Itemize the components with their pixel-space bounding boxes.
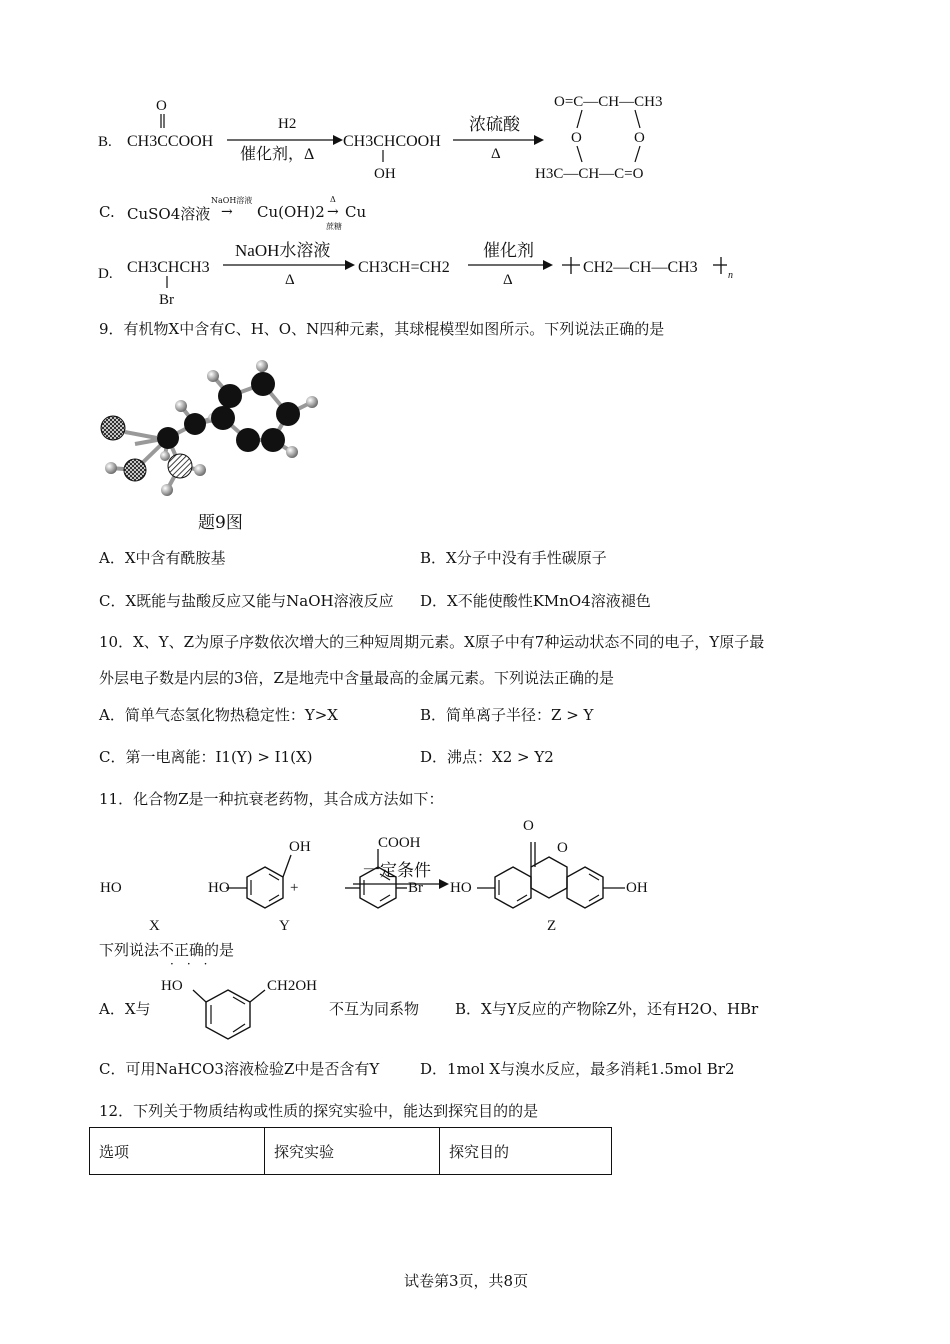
svg-text:O: O	[634, 130, 645, 146]
q11-option-a-pre: A．X与	[99, 1000, 151, 1018]
svg-text:OH: OH	[374, 166, 396, 182]
svg-text:HO: HO	[161, 978, 183, 994]
emphasis-dots: ···	[170, 957, 221, 971]
svg-text:Δ: Δ	[285, 272, 295, 288]
svg-text:COOH: COOH	[378, 835, 421, 851]
svg-text:D.: D.	[98, 266, 113, 282]
q11-stem: 11．化合物Z是一种抗衰老药物，其合成方法如下：	[99, 790, 444, 808]
svg-text:OH: OH	[289, 839, 311, 855]
svg-text:X: X	[149, 918, 160, 934]
q8-d-polymer: CH2—CH—CH3	[583, 259, 698, 276]
q8-b-product-top: O=C—CH—CH3	[554, 94, 663, 110]
svg-text:Δ: Δ	[503, 272, 513, 288]
q10-option-d: D．沸点：X2 > Y2	[420, 748, 554, 766]
svg-text:H2: H2	[278, 116, 297, 132]
q8-option-c: C. CuSO4溶液 NaOH溶液 → Cu(OH)2 Δ → 蔗糖 Cu	[99, 195, 367, 231]
table-row	[90, 1128, 612, 1175]
svg-text:催化剂: 催化剂	[483, 241, 534, 260]
q8-c-end: Cu	[345, 203, 367, 221]
q8-d-intermediate: CH3CH=CH2	[358, 259, 450, 276]
q8-c-mid: Cu(OH)2	[257, 203, 325, 221]
svg-text:Z: Z	[547, 918, 557, 934]
q8-b-product-bottom: H3C—CH—C=O	[535, 166, 644, 182]
q11-reaction-scheme	[95, 812, 695, 937]
q11-option-a-structure	[155, 970, 335, 1040]
q10-option-c: C．第一电离能：I1(Y) > I1(X)	[99, 748, 313, 766]
table-header-experiment: 探究实验	[265, 1128, 440, 1175]
q11-option-c: C．可用NaHCO3溶液检验Z中是否含有Y	[99, 1060, 380, 1078]
q12-stem: 12．下列关于物质结构或性质的探究实验中，能达到探究目的的是	[99, 1102, 539, 1120]
table-header-purpose: 探究目的	[440, 1128, 612, 1175]
q9-option-a: A．X中含有酰胺基	[99, 549, 226, 567]
q8-d-reactant: CH3CHCH3	[127, 259, 210, 276]
svg-text:O: O	[571, 130, 582, 146]
q9-figure-caption: 题9图	[198, 513, 243, 533]
q8-b-intermediate: CH3CHCOOH	[343, 133, 441, 150]
svg-text:Y: Y	[279, 918, 290, 934]
q8-b-label: B.	[98, 134, 112, 150]
svg-text:O: O	[523, 818, 534, 834]
q11-option-a-post: 不互为同系物	[329, 1000, 420, 1018]
q10-option-a: A．简单气态氢化物热稳定性：Y>X	[99, 706, 338, 724]
q9-option-d: D．X不能使酸性KMnO4溶液褪色	[420, 592, 651, 610]
q9-stem: 9．有机物X中含有C、H、O、N四种元素，其球棍模型如图所示。下列说法正确的是	[99, 320, 665, 338]
svg-text:Δ: Δ	[491, 146, 501, 162]
svg-text:O: O	[557, 840, 568, 856]
q10-stem-line1: 10．X、Y、Z为原子序数依次增大的三种短周期元素。X原子中有7种运动状态不同的电子，Y原子最	[99, 633, 765, 651]
q10-stem-line2: 外层电子数是内层的3倍，Z是地壳中含量最高的金属元素。下列说法正确的是	[99, 669, 614, 687]
q8-option-d	[95, 238, 755, 310]
q9-option-c: C．X既能与盐酸反应又能与NaOH溶液反应	[99, 592, 394, 610]
q9-option-b: B．X分子中没有手性碳原子	[420, 549, 607, 567]
svg-text:HO: HO	[450, 880, 472, 896]
q11-option-d: D．1mol X与溴水反应，最多消耗1.5mol Br2	[420, 1060, 735, 1078]
svg-text:O: O	[156, 98, 167, 114]
svg-text:Br: Br	[159, 292, 174, 308]
page-footer: 试卷第3页，共8页	[404, 1272, 529, 1290]
svg-text:n: n	[728, 270, 733, 281]
q8-b-reactant: CH3CCOOH	[127, 133, 214, 150]
svg-text:催化剂，Δ: 催化剂，Δ	[240, 146, 315, 163]
svg-text:浓硫酸: 浓硫酸	[469, 115, 520, 134]
q11-option-b: B．X与Y反应的产物除Z外，还有H2O、HBr	[455, 1000, 759, 1018]
q12-table	[89, 1127, 612, 1175]
svg-text:CH2OH: CH2OH	[267, 978, 318, 994]
q8-option-b	[95, 88, 715, 188]
svg-text:HO: HO	[100, 880, 122, 896]
svg-text:NaOH水溶液: NaOH水溶液	[235, 241, 331, 260]
q11-question: 下列说法不正确的是	[99, 941, 235, 959]
svg-text:HO: HO	[208, 880, 230, 896]
svg-text:+: +	[290, 880, 299, 896]
table-header-option: 选项	[90, 1128, 265, 1175]
svg-text:OH: OH	[626, 880, 648, 896]
q8-c-start: CuSO4溶液	[127, 205, 211, 223]
svg-text:Br: Br	[408, 880, 423, 896]
q9-ball-stick-model	[95, 360, 335, 500]
svg-text:一定条件: 一定条件	[363, 861, 431, 880]
q10-option-b: B．简单离子半径：Z > Y	[420, 706, 594, 724]
